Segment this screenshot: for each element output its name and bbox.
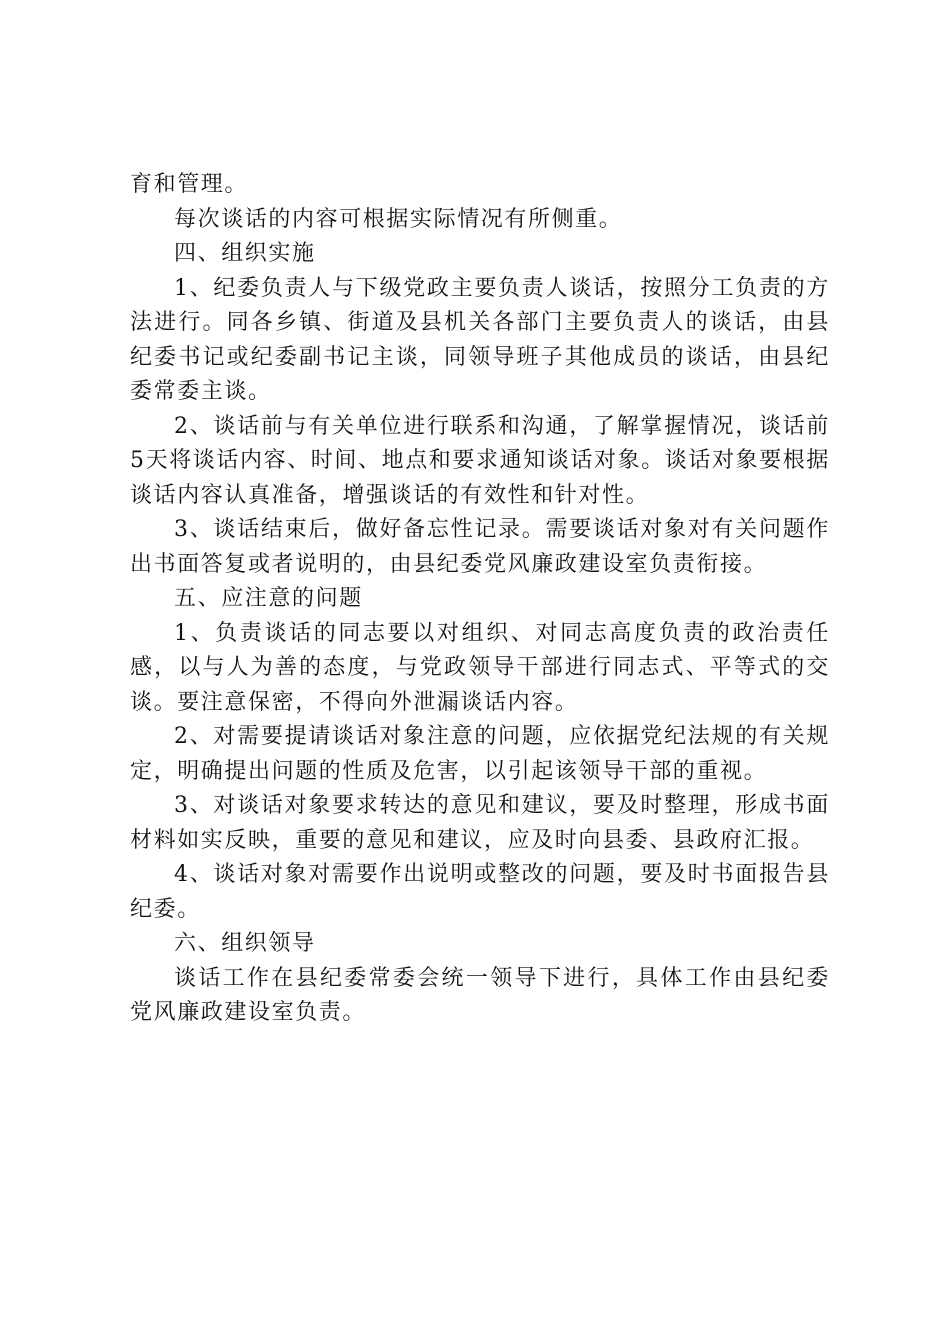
paragraph-implementation-3: 3、谈话结束后，做好备忘性记录。需要谈话对象对有关问题作出书面答复或者说明的，由县纪委党风廉政建设室负责衔接。: [130, 517, 830, 577]
document-body: [130, 168, 830, 1031]
paragraph-leadership: 谈话工作在县纪委常委会统一领导下进行，具体工作由县纪委党风廉政建设室负责。: [130, 965, 830, 1025]
paragraph-precautions-2: 2、对需要提请谈话对象注意的问题，应依据党纪法规的有关规定，明确提出问题的性质及危害，以引起该领导干部的重视。: [130, 724, 830, 784]
paragraph-precautions-4: 4、谈话对象对需要作出说明或整改的问题，要及时书面报告县纪委。: [130, 862, 830, 922]
paragraph-precautions-1: 1、负责谈话的同志要以对组织、对同志高度负责的政治责任感，以与人为善的态度，与党政领导干部进行同志式、平等式的交谈。要注意保密，不得向外泄漏谈话内容。: [130, 620, 830, 715]
paragraph-implementation-1: 1、纪委负责人与下级党政主要负责人谈话，按照分工负责的方法进行。同各乡镇、街道及县机关各部门主要负责人的谈话，由县纪委书记或纪委副书记主谈，同领导班子其他成员的谈话，由县纪委常委主谈。: [130, 275, 830, 404]
section-heading-implementation: 四、组织实施: [174, 241, 316, 266]
section-heading-precautions: 五、应注意的问题: [174, 586, 363, 611]
paragraph-talk-content-note: 每次谈话的内容可根据实际情况有所侧重。: [174, 206, 623, 232]
paragraph-continuation: 育和管理。: [130, 172, 249, 197]
section-heading-leadership: 六、组织领导: [174, 931, 316, 956]
paragraph-precautions-3: 3、对谈话对象要求转达的意见和建议，要及时整理，形成书面材料如实反映，重要的意见和建议，应及时向县委、县政府汇报。: [130, 793, 830, 853]
paragraph-implementation-2: 2、谈话前与有关单位进行联系和沟通，了解掌握情况，谈话前5天将谈话内容、时间、地点和要求通知谈话对象。谈话对象要根据谈话内容认真准备，增强谈话的有效性和针对性。: [130, 413, 830, 508]
